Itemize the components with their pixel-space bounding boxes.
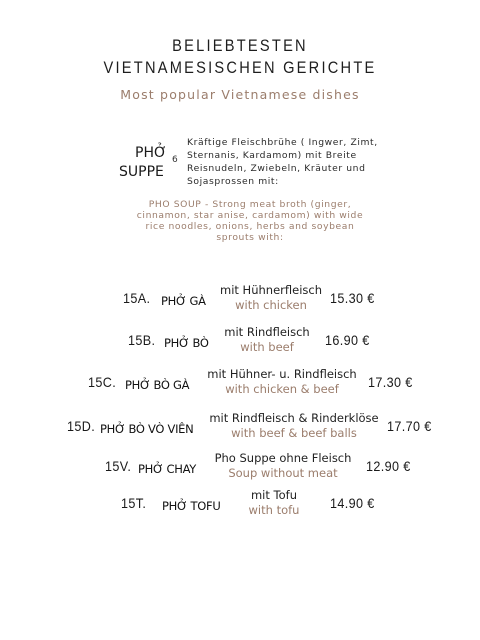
menu-item-15c <box>0 367 480 407</box>
item-description-de: Pho Suppe ohne Fleisch <box>214 451 352 465</box>
item-description-en: with beef <box>240 340 294 354</box>
item-name: PHỞ BÒ GÀ <box>125 378 190 392</box>
page-title-line-2: VIETNAMESISCHEN GERICHTE <box>103 58 377 77</box>
item-description-en: with tofu <box>248 503 300 517</box>
intro-description-en: PHO SOUP - Strong meat broth (ginger, cinnamon, star anise, cardamom) with wide rice noodles, onions, herbs and soybean sprouts with: <box>136 199 364 243</box>
menu-item-15v <box>0 451 480 491</box>
item-code: 15C. <box>88 374 117 390</box>
item-name: PHỞ GÀ <box>161 294 206 308</box>
item-description <box>202 367 362 397</box>
item-description <box>206 411 382 441</box>
item-price: 16.90 € <box>325 332 370 348</box>
item-description-de: mit Rindfleisch & Rinderklöse <box>209 411 379 425</box>
item-description <box>215 325 319 355</box>
page-title-line-1: BELIEBTESTEN <box>172 36 308 55</box>
item-description-en: with chicken <box>235 298 307 312</box>
intro-dish-name-line-2: SUPPE <box>119 164 164 180</box>
item-description-de: mit Hühner- u. Rindfleisch <box>207 367 357 381</box>
item-description <box>216 283 326 313</box>
intro-dish-name-line-1: PHỞ <box>135 145 167 161</box>
item-code: 15D. <box>67 418 96 434</box>
item-name: PHỞ CHAY <box>138 462 197 476</box>
item-price: 17.30 € <box>368 374 413 390</box>
intro-dish-number: 6 <box>172 155 178 165</box>
item-price: 12.90 € <box>366 458 411 474</box>
item-price: 15.30 € <box>330 290 375 306</box>
item-code: 15T. <box>121 495 147 511</box>
item-name: PHỞ BÒ VÒ VIÊN <box>100 422 194 436</box>
menu-item-15t <box>0 488 480 528</box>
item-description-de: mit Hühnerfleisch <box>220 283 322 297</box>
page-subtitle: Most popular Vietnamese dishes <box>120 87 360 102</box>
menu-item-15d <box>0 411 480 451</box>
item-description <box>238 488 310 518</box>
intro-description-de: Kräftige Fleischbrühe ( Ingwer, Zimt, Sternanis, Kardamom) mit Breite Reisnudeln, Zwiebeln, Kräuter und Sojasprossen mit: <box>187 137 378 187</box>
item-code: 15V. <box>105 458 132 474</box>
item-name: PHỞ BÒ <box>164 336 209 350</box>
item-description-de: mit Tofu <box>250 488 297 502</box>
item-description <box>210 451 356 481</box>
item-code: 15B. <box>128 332 156 348</box>
item-code: 15A. <box>123 290 151 306</box>
item-description-en: with chicken & beef <box>225 382 339 396</box>
menu-item-15b <box>0 325 480 365</box>
item-price: 17.70 € <box>387 418 432 434</box>
item-description-en: Soup without meat <box>228 466 338 480</box>
menu-item-15a <box>0 283 480 323</box>
item-price: 14.90 € <box>330 495 375 511</box>
item-description-de: mit Rindfleisch <box>224 325 310 339</box>
item-description-en: with beef & beef balls <box>231 426 357 440</box>
item-name: PHỞ TOFU <box>162 499 221 513</box>
